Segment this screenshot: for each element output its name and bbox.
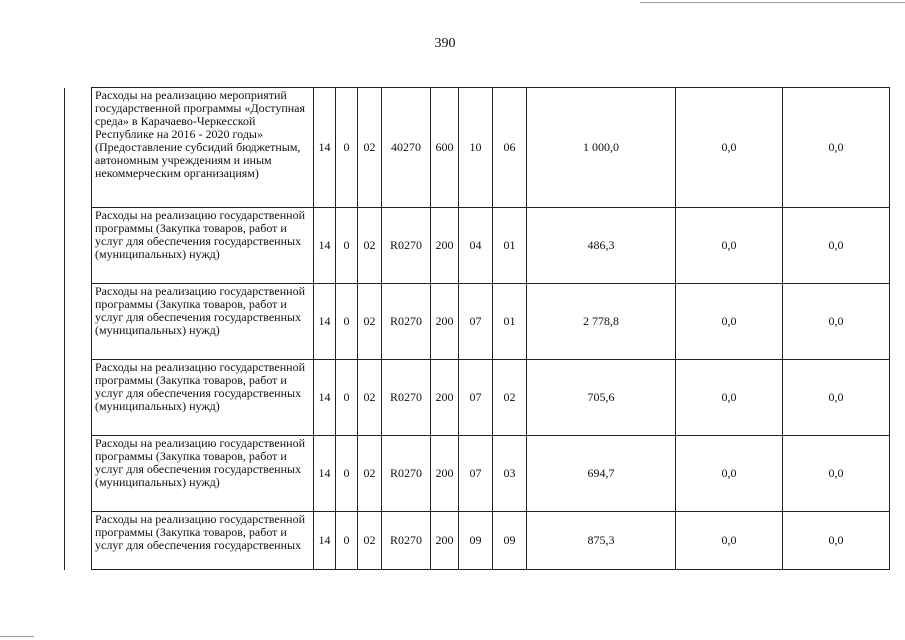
expense-type-cell: 200 <box>431 208 459 284</box>
amount-2-cell: 0,0 <box>676 88 783 208</box>
program-cell: 14 <box>314 436 336 512</box>
amount-2-cell: 0,0 <box>676 360 783 436</box>
subsection-cell: 09 <box>493 512 527 570</box>
amount-3-cell: 0,0 <box>783 360 890 436</box>
table-row <box>65 88 890 208</box>
section-cell: 10 <box>459 88 493 208</box>
table-row <box>65 360 890 436</box>
amount-2-cell: 0,0 <box>676 208 783 284</box>
amount-2-cell: 0,0 <box>676 284 783 360</box>
amount-1-cell: 875,3 <box>527 512 676 570</box>
main-event-cell: 02 <box>358 512 382 570</box>
subprogram-cell: 0 <box>336 360 358 436</box>
table-row <box>65 512 890 570</box>
subprogram-cell: 0 <box>336 284 358 360</box>
scan-artifact-mark <box>0 636 34 637</box>
section-cell: 07 <box>459 436 493 512</box>
amount-3-cell: 0,0 <box>783 436 890 512</box>
section-cell: 09 <box>459 512 493 570</box>
amount-1-cell: 2 778,8 <box>527 284 676 360</box>
blank-cell <box>65 284 92 360</box>
blank-cell <box>65 360 92 436</box>
expense-type-cell: 600 <box>431 88 459 208</box>
direction-cell: R0270 <box>382 512 431 570</box>
program-cell: 14 <box>314 208 336 284</box>
subsection-cell: 03 <box>493 436 527 512</box>
subsection-cell: 01 <box>493 284 527 360</box>
description-cell: Расходы на реализацию государственной программы (Закупка товаров, работ и услуг для обеспечения государственных (муниципальных) нужд) <box>92 284 314 360</box>
subsection-cell: 02 <box>493 360 527 436</box>
blank-cell <box>65 512 92 570</box>
expense-type-cell: 200 <box>431 436 459 512</box>
amount-3-cell: 0,0 <box>783 512 890 570</box>
description-cell: Расходы на реализацию государственной программы (Закупка товаров, работ и услуг для обеспечения государственных (муниципальных) нужд) <box>92 360 314 436</box>
scan-artifact-line <box>640 2 905 3</box>
subsection-cell: 06 <box>493 88 527 208</box>
amount-2-cell: 0,0 <box>676 436 783 512</box>
main-event-cell: 02 <box>358 284 382 360</box>
table-row <box>65 284 890 360</box>
direction-cell: 40270 <box>382 88 431 208</box>
program-cell: 14 <box>314 88 336 208</box>
subprogram-cell: 0 <box>336 88 358 208</box>
direction-cell: R0270 <box>382 208 431 284</box>
main-event-cell: 02 <box>358 88 382 208</box>
amount-1-cell: 1 000,0 <box>527 88 676 208</box>
direction-cell: R0270 <box>382 284 431 360</box>
budget-table <box>64 87 890 570</box>
page-number: 390 <box>434 36 456 51</box>
main-event-cell: 02 <box>358 436 382 512</box>
amount-1-cell: 705,6 <box>527 360 676 436</box>
program-cell: 14 <box>314 284 336 360</box>
blank-cell <box>65 88 92 208</box>
table-row <box>65 208 890 284</box>
direction-cell: R0270 <box>382 360 431 436</box>
subprogram-cell: 0 <box>336 436 358 512</box>
subprogram-cell: 0 <box>336 208 358 284</box>
description-cell: Расходы на реализацию государственной программы (Закупка товаров, работ и услуг для обеспечения государственных (муниципальных) нужд) <box>92 208 314 284</box>
amount-3-cell: 0,0 <box>783 208 890 284</box>
section-cell: 07 <box>459 360 493 436</box>
description-cell: Расходы на реализацию государственной программы (Закупка товаров, работ и услуг для обеспечения государственных <box>92 512 314 570</box>
expense-type-cell: 200 <box>431 360 459 436</box>
subprogram-cell: 0 <box>336 512 358 570</box>
direction-cell: R0270 <box>382 436 431 512</box>
amount-3-cell: 0,0 <box>783 284 890 360</box>
subsection-cell: 01 <box>493 208 527 284</box>
section-cell: 04 <box>459 208 493 284</box>
expense-type-cell: 200 <box>431 284 459 360</box>
description-cell: Расходы на реализацию государственной программы (Закупка товаров, работ и услуг для обеспечения государственных (муниципальных) нужд) <box>92 436 314 512</box>
main-event-cell: 02 <box>358 360 382 436</box>
program-cell: 14 <box>314 512 336 570</box>
amount-2-cell: 0,0 <box>676 512 783 570</box>
amount-3-cell: 0,0 <box>783 88 890 208</box>
expense-type-cell: 200 <box>431 512 459 570</box>
blank-cell <box>65 208 92 284</box>
program-cell: 14 <box>314 360 336 436</box>
section-cell: 07 <box>459 284 493 360</box>
amount-1-cell: 694,7 <box>527 436 676 512</box>
main-event-cell: 02 <box>358 208 382 284</box>
description-cell: Расходы на реализацию мероприятий государственной программы «Доступная среда» в Карачаево-Черкесской Республике на 2016 - 2020 годы» (Предоставление субсидий бюджетным, автономным учреждениям и иным некоммерческим организациям) <box>92 88 314 208</box>
blank-cell <box>65 436 92 512</box>
amount-1-cell: 486,3 <box>527 208 676 284</box>
table-row <box>65 436 890 512</box>
